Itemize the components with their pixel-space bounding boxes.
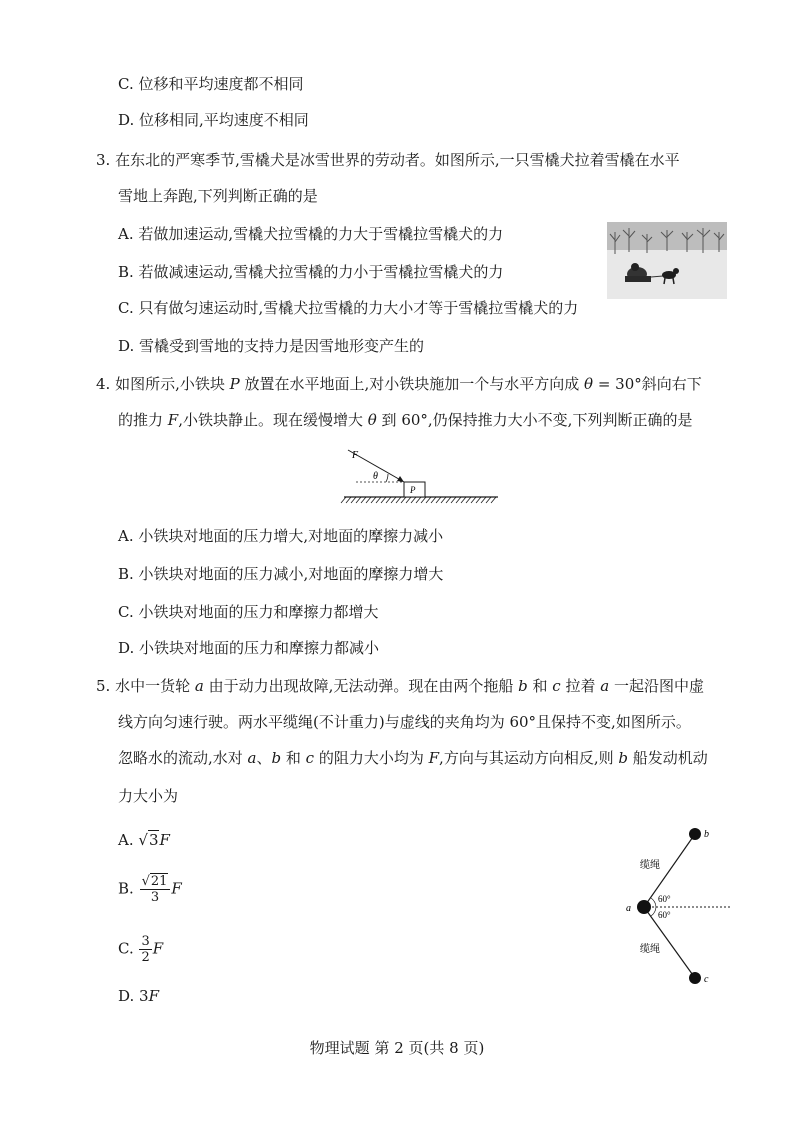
q4-option-b: B. 小铁块对地面的压力减小,对地面的摩擦力增大 bbox=[118, 565, 444, 583]
q4-stem-line2: 的推力 F,小铁块静止。现在缓慢增大 θ 到 60°,仍保持推力大小不变,下列判断正确的是 bbox=[118, 411, 693, 429]
q4-option-d: D. 小铁块对地面的压力和摩擦力都减小 bbox=[118, 639, 380, 657]
q5-stem-line4: 力大小为 bbox=[118, 787, 179, 805]
q5-option-b: B. $\frac{√21}{3}$ F bbox=[118, 874, 182, 905]
q2-option-d: D. 位移相同,平均速度不相同 bbox=[118, 111, 309, 129]
q5-option-c: C. $\frac{3}{2}$ F bbox=[118, 934, 164, 965]
q3-option-c: C. 只有做匀速运动时,雪橇犬拉雪橇的力大小才等于雪橇拉雪橇犬的力 bbox=[118, 299, 579, 317]
q5-stem-line3: 忽略水的流动,水对 a、b 和 c 的阻力大小均为 F,方向与其运动方向相反,则 b 船发动机动 bbox=[118, 749, 708, 767]
fig-label-c: c bbox=[704, 974, 709, 985]
fig-label-a: a bbox=[626, 903, 631, 914]
fig-rope-upper-label: 缆绳 bbox=[640, 860, 660, 871]
q3-option-d: D. 雪橇受到雪地的支持力是因雪地形变产生的 bbox=[118, 337, 425, 355]
page-footer: 物理试题 第 2 页(共 8 页) bbox=[309, 1039, 485, 1057]
fig-rope-lower-label: 缆绳 bbox=[640, 944, 660, 955]
q2-option-c: C. 位移和平均速度都不相同 bbox=[118, 75, 304, 93]
fig-label-b: b bbox=[704, 829, 709, 840]
ship-a-dot bbox=[637, 900, 651, 914]
ship-c-dot bbox=[689, 972, 701, 984]
q5-stem-line1: 5. 水中一货轮 a 由于动力出现故障,无法动弹。现在由两个拖船 b 和 c 拉着 a 一起沿图中虚 bbox=[96, 677, 704, 695]
q4-fig-f-label: F bbox=[352, 450, 359, 461]
q5-option-a: A. √3F bbox=[118, 831, 170, 849]
q4-option-a: A. 小铁块对地面的压力增大,对地面的摩擦力减小 bbox=[118, 527, 444, 545]
q5-stem-line2: 线方向匀速行驶。两水平缆绳(不计重力)与虚线的夹角均为 60°且保持不变,如图所示。 bbox=[118, 713, 691, 731]
q3-option-b: B. 若做减速运动,雪橇犬拉雪橇的力小于雪橇拉雪橇犬的力 bbox=[118, 263, 504, 281]
q3-stem-line1: 3. 在东北的严寒季节,雪橇犬是冰雪世界的劳动者。如图所示,一只雪橇犬拉着雪橇在水平 bbox=[96, 151, 680, 169]
fig-angle-lower: 60° bbox=[658, 910, 671, 920]
q5-towing-diagram bbox=[620, 822, 740, 992]
q4-stem-line1: 4. 如图所示,小铁块 P 放置在水平地面上,对小铁块施加一个与水平方向成 θ = 30°斜向右下 bbox=[96, 375, 702, 393]
q4-fig-p-label: P bbox=[410, 485, 416, 495]
q5-option-d: D. 3F bbox=[118, 987, 159, 1005]
ship-b-dot bbox=[689, 828, 701, 840]
sled-dog-photo bbox=[607, 222, 727, 299]
fig-angle-upper: 60° bbox=[658, 894, 671, 904]
q4-fig-theta-label: θ bbox=[373, 471, 378, 482]
q4-option-c: C. 小铁块对地面的压力和摩擦力都增大 bbox=[118, 603, 379, 621]
q4-force-diagram bbox=[340, 448, 500, 508]
q3-option-a: A. 若做加速运动,雪橇犬拉雪橇的力大于雪橇拉雪橇犬的力 bbox=[118, 225, 504, 243]
q3-stem-line2: 雪地上奔跑,下列判断正确的是 bbox=[118, 187, 318, 205]
